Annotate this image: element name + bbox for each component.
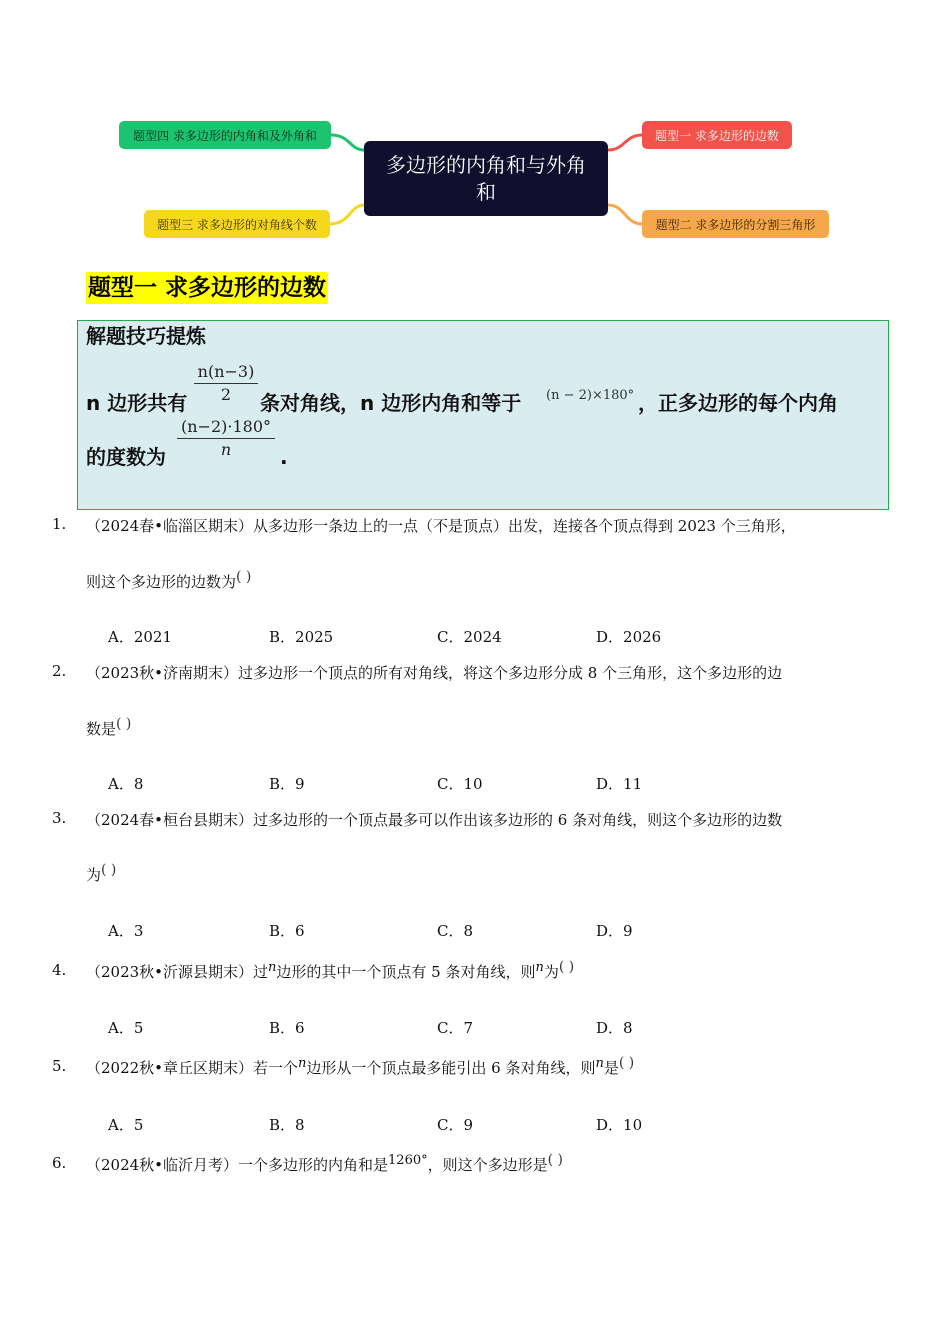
question-number: 4. [52, 961, 67, 979]
fraction-denominator: n [220, 440, 232, 459]
option-a[interactable]: A．3 [108, 922, 144, 940]
mindmap-node-type1: 题型一 求多边形的边数 [642, 121, 792, 149]
question-text-cont [86, 864, 116, 885]
variable-n: n [268, 960, 277, 975]
question-text-part: 为 [86, 866, 102, 884]
answer-blank[interactable]: ( ) [116, 716, 132, 732]
answer-blank[interactable]: ( ) [558, 959, 575, 975]
question-text-part: （2023秋•沂源县期末）过 [86, 963, 269, 981]
answer-blank[interactable]: ( ) [101, 862, 117, 878]
tip-text-1a: n 边形共有 [86, 391, 188, 415]
option-a[interactable]: A．2021 [108, 628, 173, 646]
tip-text-1b: 条对角线，n 边形内角和等于 [260, 391, 522, 415]
fraction-numerator: (n−2)·180° [177, 416, 275, 439]
math-interior-sum: (n − 2)×180° [546, 388, 635, 403]
mindmap-node-type2: 题型二 求多边形的分割三角形 [642, 210, 829, 238]
tip-text-1c: ，正多边形的每个内角 [638, 391, 838, 415]
option-c[interactable]: C．8 [437, 922, 474, 940]
option-a[interactable]: A．5 [108, 1019, 144, 1037]
mindmap-center-node: 多边形的内角和与外角和 [364, 141, 608, 216]
section-title: 题型一 求多边形的边数 [86, 272, 328, 304]
question-text-part: （2022秋•章丘区期末）若一个 [86, 1059, 299, 1077]
question-text-part: ，则这个多边形是 [427, 1156, 548, 1174]
variable-n: n [298, 1056, 307, 1071]
fraction-numerator: n(n−3) [194, 361, 258, 384]
question-text-part: 边形从一个顶点最多能引出 6 条对角线，则 [306, 1059, 596, 1077]
question-text-part: 边形的其中一个顶点有 5 条对角线，则 [276, 963, 536, 981]
option-d[interactable]: D．2026 [596, 628, 662, 646]
question-number: 6. [52, 1154, 67, 1172]
fraction-diagonals [194, 361, 258, 406]
option-b[interactable]: B．6 [269, 922, 305, 940]
option-b[interactable]: B．9 [269, 775, 305, 793]
question-text: （2023秋•济南期末）过多边形一个顶点的所有对角线，将这个多边形分成 8 个三角形，这个多边形的边 [86, 664, 783, 682]
question-text-part: （2024秋•临沂月考）一个多边形的内角和是 [86, 1156, 389, 1174]
answer-blank[interactable]: ( ) [618, 1055, 635, 1071]
variable-n: n [595, 1056, 604, 1071]
question-text-part: 数是 [86, 720, 117, 738]
option-c[interactable]: C．2024 [437, 628, 502, 646]
answer-blank[interactable]: ( ) [547, 1152, 564, 1168]
option-b[interactable]: B．6 [269, 1019, 305, 1037]
question-number: 3. [52, 809, 67, 827]
question-text [86, 1057, 634, 1078]
question-number: 5. [52, 1057, 67, 1075]
option-c[interactable]: C．7 [437, 1019, 474, 1037]
question-text: （2024春•桓台县期末）过多边形的一个顶点最多可以作出该多边形的 6 条对角线，则这个多边形的边数 [86, 811, 783, 829]
mindmap-node-type4: 题型四 求多边形的内角和及外角和 [119, 121, 331, 149]
question-number: 1. [52, 515, 67, 533]
option-b[interactable]: B．8 [269, 1116, 305, 1134]
option-d[interactable]: D．8 [596, 1019, 633, 1037]
option-a[interactable]: A．5 [108, 1116, 144, 1134]
question-number: 2. [52, 662, 67, 680]
question-text [86, 961, 574, 982]
tip-text-2b: . [280, 445, 288, 469]
variable-n: n [535, 960, 544, 975]
option-d[interactable]: D．9 [596, 922, 633, 940]
option-d[interactable]: D．10 [596, 1116, 643, 1134]
question-text: （2024春•临淄区期末）从多边形一条边上的一点（不是顶点）出发，连接各个顶点得到 2023 个三角形， [86, 517, 796, 535]
question-text [86, 1154, 563, 1175]
tip-text-2a: 的度数为 [86, 445, 166, 469]
question-text-cont [86, 571, 251, 592]
question-text-part: 为 [543, 963, 559, 981]
question-text-cont [86, 718, 131, 739]
mindmap-node-type3: 题型三 求多边形的对角线个数 [144, 210, 330, 238]
fraction-angle [177, 416, 275, 461]
question-text-part: 是 [603, 1059, 619, 1077]
option-c[interactable]: C．9 [437, 1116, 474, 1134]
option-b[interactable]: B．2025 [269, 628, 334, 646]
option-c[interactable]: C．10 [437, 775, 483, 793]
option-d[interactable]: D．11 [596, 775, 643, 793]
fraction-denominator: 2 [220, 385, 232, 404]
option-a[interactable]: A．8 [108, 775, 144, 793]
question-text-part: 则这个多边形的边数为 [86, 573, 237, 591]
math-angle: 1260° [388, 1153, 428, 1168]
answer-blank[interactable]: ( ) [236, 569, 252, 585]
tip-heading: 解题技巧提炼 [86, 324, 206, 348]
